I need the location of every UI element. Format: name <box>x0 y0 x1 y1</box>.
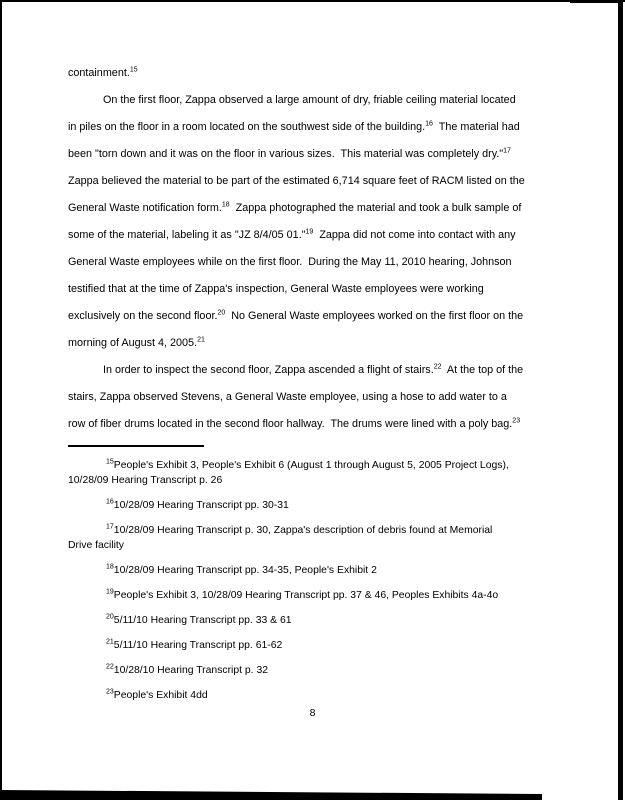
footnote-line: $^{22}$10/28/10 Hearing Transcript p. 32 <box>106 663 269 676</box>
footnote <box>68 588 595 603</box>
page-number: 8 <box>309 707 316 719</box>
footnote <box>68 563 595 578</box>
body-text <box>68 60 605 438</box>
footnote-line: $^{18}$10/28/09 Hearing Transcript pp. 34-35, People's Exhibit 2 <box>106 563 377 576</box>
footnote-line: $^{21}$5/11/10 Hearing Transcript pp. 61-62 <box>106 638 283 651</box>
body-text-line: On the first floor, Zappa observed a large amount of dry, friable ceiling material located <box>103 94 516 106</box>
body-text-line: In order to inspect the second floor, Zappa ascended a flight of stairs.$^{22}$ At the top of the <box>103 363 524 376</box>
body-text-line: morning of August 4, 2005.21 <box>68 336 205 349</box>
footnote-line: 10/28/09 Hearing Transcript p. 26 <box>68 475 223 486</box>
footnote-line: $^{16}$10/28/09 Hearing Transcript pp. 30-31 <box>106 498 289 511</box>
footnote-line: $^{23}$People's Exhibit 4dd <box>106 688 208 701</box>
footnote <box>68 523 595 553</box>
body-text-line: testified that at the time of Zappa's inspection, General Waste employees were working <box>68 283 484 295</box>
body-text-line: row of fiber drums located in the second floor hallway. The drums were lined with a poly bag.$^{23}$ <box>68 417 521 430</box>
body-text-line: stairs, Zappa observed Stevens, a General Waste employee, using a hose to add water to a <box>68 391 507 403</box>
footnote-line: $^{15}$People's Exhibit 3, People's Exhibit 6 (August 1 through August 5, 2005 Project Logs), <box>106 458 509 471</box>
footnote-line: $^{17}$10/28/09 Hearing Transcript p. 30, Zappa's description of debris found at Memorial <box>106 523 493 536</box>
body-text-line: Zappa believed the material to be part of the estimated 6,714 square feet of RACM listed on the <box>68 175 525 187</box>
footnote-separator <box>68 445 204 447</box>
body-text-line: containment.$^{15}$ <box>68 66 138 79</box>
scan-edge-right <box>618 0 623 800</box>
footnote <box>68 638 595 653</box>
footnote-line: $^{20}$5/11/10 Hearing Transcript pp. 33 & 61 <box>106 613 292 626</box>
footnote <box>68 663 595 678</box>
body-text-line: General Waste notification form.$^{18}$ Zappa photographed the material and took a bulk sample of <box>68 201 522 214</box>
footnote <box>68 688 595 703</box>
body-text-line: General Waste employees while on the first floor. During the May 11, 2010 hearing, Johnson <box>68 256 512 268</box>
footnote-line: $^{19}$People's Exhibit 3, 10/28/09 Hearing Transcript pp. 37 & 46, Peoples Exhibits 4a-4o <box>106 588 499 601</box>
footnotes <box>68 458 595 713</box>
body-text-line: exclusively on the second floor.$^{20}$ No General Waste employees worked on the first floor on the <box>68 309 524 322</box>
scan-edge-top <box>0 0 625 2</box>
scan-edge-left <box>0 0 2 800</box>
footnote <box>68 498 595 513</box>
scan-edge-top-right <box>570 0 622 3</box>
body-text-line: been "torn down and it was on the floor in various sizes. This material was completely dry."$^{17}$ <box>68 147 511 160</box>
body-text-line: some of the material, labeling it as "JZ 8/4/05 01."$^{19}$ Zappa did not come into contact with any <box>68 228 516 241</box>
scan-edge-bottom <box>0 790 542 800</box>
footnote <box>68 458 595 488</box>
body-text-line: in piles on the floor in a room located on the southwest side of the building.$^{16}$ The material had <box>68 120 520 133</box>
footnote-line: Drive facility <box>68 540 125 551</box>
footnote <box>68 613 595 628</box>
